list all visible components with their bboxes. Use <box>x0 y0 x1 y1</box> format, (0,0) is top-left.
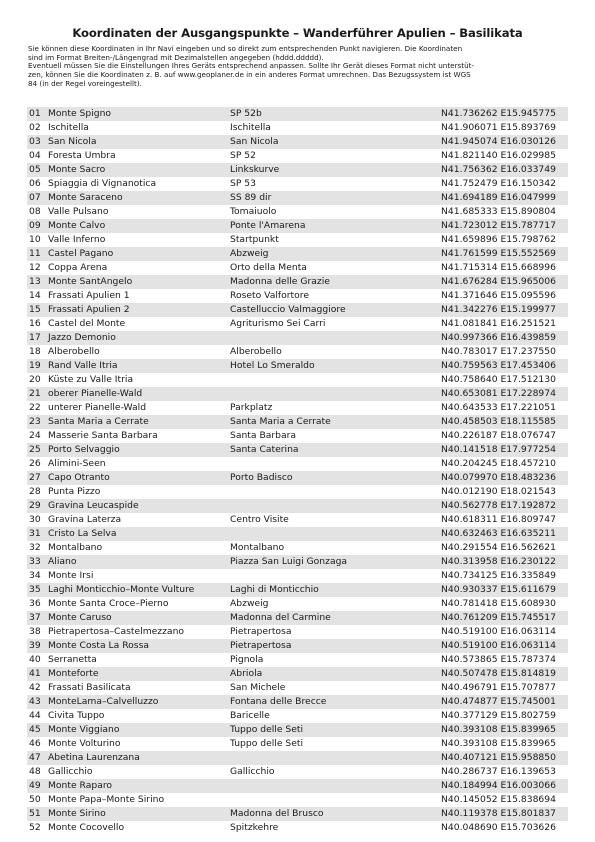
location-name: Monte Costa La Rossa <box>48 640 149 651</box>
row-number: 30 <box>29 514 41 525</box>
table-row <box>27 135 568 149</box>
table-row <box>27 779 568 793</box>
start-point: San Nicola <box>230 136 279 147</box>
coordinates: N40.393108 E15.839965 <box>441 724 556 735</box>
intro-line: Eventuell müssen Sie die Einstellungen Ihres Geräts entsprechend anpassen. Sollte Ihr Gerät dieses Format nicht unterstüt- <box>28 61 475 71</box>
table-row <box>27 415 568 429</box>
location-name: Civita Tuppo <box>48 710 105 721</box>
table-row <box>27 443 568 457</box>
coordinates: N40.286737 E16.139653 <box>441 766 556 777</box>
table-row <box>27 765 568 779</box>
table-row <box>27 723 568 737</box>
coordinates-table <box>27 107 568 835</box>
coordinates: N40.313958 E16.230122 <box>441 556 556 567</box>
table-row <box>27 611 568 625</box>
start-point: Spitzkehre <box>230 822 279 833</box>
start-point: SP 52 <box>230 150 256 161</box>
start-point: Pietrapertosa <box>230 626 292 637</box>
row-number: 52 <box>29 822 41 833</box>
coordinates: N40.573865 E15.787374 <box>441 654 556 665</box>
table-row <box>27 373 568 387</box>
table-row <box>27 359 568 373</box>
row-number: 24 <box>29 430 41 441</box>
row-number: 40 <box>29 654 41 665</box>
table-row <box>27 163 568 177</box>
table-row <box>27 275 568 289</box>
coordinates: N41.081841 E16.251521 <box>441 318 556 329</box>
location-name: Punta Pizzo <box>48 486 101 497</box>
location-name: Capo Otranto <box>48 472 110 483</box>
row-number: 38 <box>29 626 41 637</box>
location-name: San Nicola <box>48 136 97 147</box>
start-point: Madonna del Carmine <box>230 612 331 623</box>
table-row <box>27 807 568 821</box>
table-row <box>27 597 568 611</box>
row-number: 13 <box>29 276 41 287</box>
location-name: Monte Viggiano <box>48 724 120 735</box>
coordinates: N41.736262 E15.945775 <box>441 108 556 119</box>
row-number: 44 <box>29 710 41 721</box>
location-name: Frassati Basilicata <box>48 682 131 693</box>
table-row <box>27 401 568 415</box>
row-number: 51 <box>29 808 41 819</box>
location-name: Rand Valle Itria <box>48 360 118 371</box>
location-name: Frassati Apulien 2 <box>48 304 130 315</box>
location-name: Laghi Monticchio–Monte Vulture <box>48 584 195 595</box>
coordinates: N40.119378 E15.801837 <box>441 808 556 819</box>
coordinates: N40.519100 E16.063114 <box>441 626 556 637</box>
row-number: 08 <box>29 206 41 217</box>
start-point: Pignola <box>230 654 264 665</box>
coordinates: N41.659896 E15.798762 <box>441 234 556 245</box>
table-row <box>27 429 568 443</box>
coordinates: N40.759563 E17.453406 <box>441 360 556 371</box>
location-name: Monte Santa Croce–Pierno <box>48 598 169 609</box>
start-point: Santa Barbara <box>230 430 297 441</box>
start-point: Santa Maria a Cerrate <box>230 416 331 427</box>
table-row <box>27 471 568 485</box>
intro-text <box>28 45 568 89</box>
table-row <box>27 317 568 331</box>
location-name: Cristo La Selva <box>48 528 117 539</box>
location-name: Coppa Arena <box>48 262 108 273</box>
row-number: 21 <box>29 388 41 399</box>
coordinates: N40.474877 E15.745001 <box>441 696 556 707</box>
location-name: Spiaggia di Vignanotica <box>48 178 157 189</box>
coordinates: N40.079970 E18.483236 <box>441 472 556 483</box>
row-number: 33 <box>29 556 41 567</box>
row-number: 26 <box>29 458 41 469</box>
location-name: Ischitella <box>48 122 89 133</box>
table-row <box>27 191 568 205</box>
table-row <box>27 653 568 667</box>
location-name: Porto Selvaggio <box>48 444 120 455</box>
coordinates: N40.562778 E17.192872 <box>441 500 556 511</box>
table-row <box>27 107 568 121</box>
row-number: 36 <box>29 598 41 609</box>
row-number: 12 <box>29 262 41 273</box>
location-name: Monte Saraceno <box>48 192 123 203</box>
location-name: Monteforte <box>48 668 99 679</box>
location-name: Monte Calvo <box>48 220 106 231</box>
table-row <box>27 457 568 471</box>
coordinates: N41.945074 E16.030126 <box>441 136 556 147</box>
table-row <box>27 695 568 709</box>
location-name: Gravina Laterza <box>48 514 122 525</box>
table-row <box>27 625 568 639</box>
table-row <box>27 751 568 765</box>
coordinates: N40.930337 E15.611679 <box>441 584 556 595</box>
table-row <box>27 569 568 583</box>
location-name: Monte Volturino <box>48 738 121 749</box>
table-row <box>27 583 568 597</box>
coordinates: N41.906071 E15.893769 <box>441 122 556 133</box>
start-point: Abzweig <box>230 598 269 609</box>
start-point: Ischitella <box>230 122 271 133</box>
coordinates: N41.685333 E15.890804 <box>441 206 556 217</box>
start-point: Ponte l'Amarena <box>230 220 306 231</box>
location-name: Monte Cocovello <box>48 822 125 833</box>
location-name: Valle Inferno <box>48 234 106 245</box>
location-name: Monte Sirino <box>48 808 106 819</box>
row-number: 11 <box>29 248 41 259</box>
coordinates: N40.643533 E17.221051 <box>441 402 556 413</box>
coordinates: N40.507478 E15.814819 <box>441 668 556 679</box>
row-number: 49 <box>29 780 41 791</box>
row-number: 43 <box>29 696 41 707</box>
row-number: 22 <box>29 402 41 413</box>
row-number: 34 <box>29 570 41 581</box>
table-row <box>27 261 568 275</box>
coordinates: N40.997366 E16.439859 <box>441 332 556 343</box>
location-name: Pietrapertosa–Castelmezzano <box>48 626 185 637</box>
start-point: Montalbano <box>230 542 285 553</box>
coordinates: N40.496791 E15.707877 <box>441 682 556 693</box>
start-point: Roseto Valfortore <box>230 290 310 301</box>
row-number: 47 <box>29 752 41 763</box>
location-name: Monte Raparo <box>48 780 113 791</box>
start-point: Fontana delle Brecce <box>230 696 327 707</box>
table-row <box>27 345 568 359</box>
start-point: Madonna del Brusco <box>230 808 324 819</box>
intro-line: Sie können diese Koordinaten in Ihr Navi eingeben und so direkt zum entsprechenden Punkt navigieren. Die Koordinaten <box>28 44 463 53</box>
start-point: Madonna delle Grazie <box>230 276 330 287</box>
coordinates: N41.342276 E15.199977 <box>441 304 556 315</box>
coordinates: N40.761209 E15.745517 <box>441 612 556 623</box>
location-name: Abetina Laurenzana <box>48 752 140 763</box>
table-row <box>27 219 568 233</box>
coordinates: N40.377129 E15.802759 <box>441 710 556 721</box>
row-number: 50 <box>29 794 41 805</box>
row-number: 39 <box>29 640 41 651</box>
coordinates: N41.371646 E15.095596 <box>441 290 556 301</box>
table-row <box>27 499 568 513</box>
start-point: Laghi di Monticchio <box>230 584 319 595</box>
start-point: Abriola <box>230 668 263 679</box>
table-row <box>27 233 568 247</box>
coordinates: N41.756362 E16.033749 <box>441 164 556 175</box>
row-number: 23 <box>29 416 41 427</box>
location-name: Monte Caruso <box>48 612 112 623</box>
start-point: Linkskurve <box>230 164 280 175</box>
start-point: Pietrapertosa <box>230 640 292 651</box>
coordinates: N40.048690 E15.703626 <box>441 822 556 833</box>
row-number: 04 <box>29 150 41 161</box>
row-number: 03 <box>29 136 41 147</box>
location-name: Aliano <box>48 556 77 567</box>
location-name: Castel del Monte <box>48 318 126 329</box>
table-row <box>27 681 568 695</box>
table-row <box>27 639 568 653</box>
row-number: 41 <box>29 668 41 679</box>
table-row <box>27 387 568 401</box>
start-point: Parkplatz <box>230 402 273 413</box>
location-name: Gallicchio <box>48 766 93 777</box>
table-row <box>27 737 568 751</box>
intro-line: zen, können Sie die Koordinaten z. B. auf www.geoplaner.de in ein anderes Format umrechnen. Das Bezugssystem ist WGS <box>28 70 471 80</box>
row-number: 05 <box>29 164 41 175</box>
table-row <box>27 177 568 191</box>
row-number: 48 <box>29 766 41 777</box>
coordinates: N41.821140 E16.029985 <box>441 150 556 161</box>
coordinates: N40.184994 E16.003066 <box>441 780 556 791</box>
location-name: Küste zu Valle Itria <box>48 374 134 385</box>
location-name: Jazzo Demonio <box>48 332 116 343</box>
location-name: Alberobello <box>48 346 100 357</box>
row-number: 20 <box>29 374 41 385</box>
start-point: Piazza San Luigi Gonzaga <box>230 556 348 567</box>
location-name: oberer Pianelle-Wald <box>48 388 143 399</box>
start-point: Abzweig <box>230 248 269 259</box>
coordinates: N40.291554 E16.562621 <box>441 542 556 553</box>
row-number: 37 <box>29 612 41 623</box>
row-number: 01 <box>29 108 41 119</box>
row-number: 46 <box>29 738 41 749</box>
row-number: 32 <box>29 542 41 553</box>
row-number: 15 <box>29 304 41 315</box>
row-number: 31 <box>29 528 41 539</box>
location-name: Masserie Santa Barbara <box>48 430 158 441</box>
coordinates: N40.783017 E17.237550 <box>441 346 556 357</box>
row-number: 10 <box>29 234 41 245</box>
row-number: 45 <box>29 724 41 735</box>
row-number: 25 <box>29 444 41 455</box>
coordinates: N40.458503 E18.115585 <box>441 416 556 427</box>
table-row <box>27 821 568 835</box>
start-point: Castelluccio Valmaggiore <box>230 304 346 315</box>
coordinates: N40.758640 E17.512130 <box>441 374 556 385</box>
table-row <box>27 485 568 499</box>
table-row <box>27 289 568 303</box>
coordinates: N40.618311 E16.809747 <box>441 514 556 525</box>
location-name: Gravina Leucaspide <box>48 500 139 511</box>
coordinates: N40.519100 E16.063114 <box>441 640 556 651</box>
location-name: Serranetta <box>48 654 97 665</box>
start-point: San Michele <box>230 682 286 693</box>
start-point: Hotel Lo Smeraldo <box>230 360 315 371</box>
intro-line: 84 (in der Regel voreingestellt). <box>28 78 142 88</box>
start-point: Orto della Menta <box>230 262 307 273</box>
table-row <box>27 667 568 681</box>
location-name: Monte SantAngelo <box>48 276 133 287</box>
row-number: 07 <box>29 192 41 203</box>
start-point: Agriturismo Sei Carri <box>230 318 326 329</box>
start-point: Tuppo delle Seti <box>230 724 304 735</box>
table-row <box>27 247 568 261</box>
start-point: Startpunkt <box>230 234 279 245</box>
table-row <box>27 303 568 317</box>
coordinates: N40.141518 E17.977254 <box>441 444 556 455</box>
coordinates: N41.694189 E16.047999 <box>441 192 556 203</box>
table-row <box>27 527 568 541</box>
coordinates: N41.715314 E15.668996 <box>441 262 556 273</box>
location-name: Montalbano <box>48 542 103 553</box>
table-row <box>27 541 568 555</box>
start-point: SP 53 <box>230 178 256 189</box>
coordinates: N40.145052 E15.838694 <box>441 794 556 805</box>
row-number: 18 <box>29 346 41 357</box>
coordinates: N41.676284 E15.965006 <box>441 276 556 287</box>
row-number: 06 <box>29 178 41 189</box>
coordinates: N41.761599 E15.552569 <box>441 248 556 259</box>
row-number: 14 <box>29 290 41 301</box>
table-row <box>27 513 568 527</box>
table-row <box>27 331 568 345</box>
location-name: Frassati Apulien 1 <box>48 290 130 301</box>
start-point: Gallicchio <box>230 766 275 777</box>
coordinates: N41.752479 E16.150342 <box>441 178 556 189</box>
location-name: MonteLama–Calvelluzzo <box>48 696 159 707</box>
row-number: 28 <box>29 486 41 497</box>
intro-line: sind im Format Breiten-/Längengrad mit Dezimalstellen angegeben (hddd.ddddd). <box>28 52 324 62</box>
coordinates: N40.012190 E18.021543 <box>441 486 556 497</box>
start-point: Tuppo delle Seti <box>230 738 304 749</box>
row-number: 29 <box>29 500 41 511</box>
start-point: Santa Caterina <box>230 444 299 455</box>
location-name: Valle Pulsano <box>48 206 109 217</box>
location-name: Monte Spigno <box>48 108 112 119</box>
table-row <box>27 149 568 163</box>
row-number: 42 <box>29 682 41 693</box>
table-row <box>27 555 568 569</box>
location-name: Foresta Umbra <box>48 150 116 161</box>
coordinates: N40.653081 E17.228974 <box>441 388 556 399</box>
coordinates: N40.632463 E16.635211 <box>441 528 556 539</box>
location-name: Monte Papa–Monte Sirino <box>48 794 165 805</box>
coordinates: N40.781418 E15.608930 <box>441 598 556 609</box>
row-number: 19 <box>29 360 41 371</box>
row-number: 27 <box>29 472 41 483</box>
location-name: Alimini-Seen <box>48 458 106 469</box>
start-point: Alberobello <box>230 346 282 357</box>
location-name: Santa Maria a Cerrate <box>48 416 149 427</box>
table-row <box>27 793 568 807</box>
row-number: 16 <box>29 318 41 329</box>
page-title: Koordinaten der Ausgangspunkte – Wanderführer Apulien – Basilikata <box>72 26 523 40</box>
start-point: Centro Visite <box>230 514 289 525</box>
row-number: 35 <box>29 584 41 595</box>
start-point: SS 89 dir <box>230 192 272 203</box>
start-point: Tomaiuolo <box>230 206 277 217</box>
location-name: Castel Pagano <box>48 248 114 259</box>
coordinates: N41.723012 E15.787717 <box>441 220 556 231</box>
table-row <box>27 121 568 135</box>
row-number: 02 <box>29 122 41 133</box>
row-number: 17 <box>29 332 41 343</box>
table-row <box>27 205 568 219</box>
coordinates: N40.204245 E18.457210 <box>441 458 556 469</box>
location-name: Monte Sacro <box>48 164 106 175</box>
start-point: Porto Badisco <box>230 472 293 483</box>
row-number: 09 <box>29 220 41 231</box>
location-name: unterer Pianelle-Wald <box>48 402 147 413</box>
coordinates: N40.734125 E16.335849 <box>441 570 556 581</box>
coordinates: N40.226187 E18.076747 <box>441 430 556 441</box>
start-point: Baricelle <box>230 710 270 721</box>
location-name: Monte Irsi <box>48 570 94 581</box>
coordinates: N40.407121 E15.958850 <box>441 752 556 763</box>
coordinates: N40.393108 E15.839965 <box>441 738 556 749</box>
table-row <box>27 709 568 723</box>
start-point: SP 52b <box>230 108 262 119</box>
